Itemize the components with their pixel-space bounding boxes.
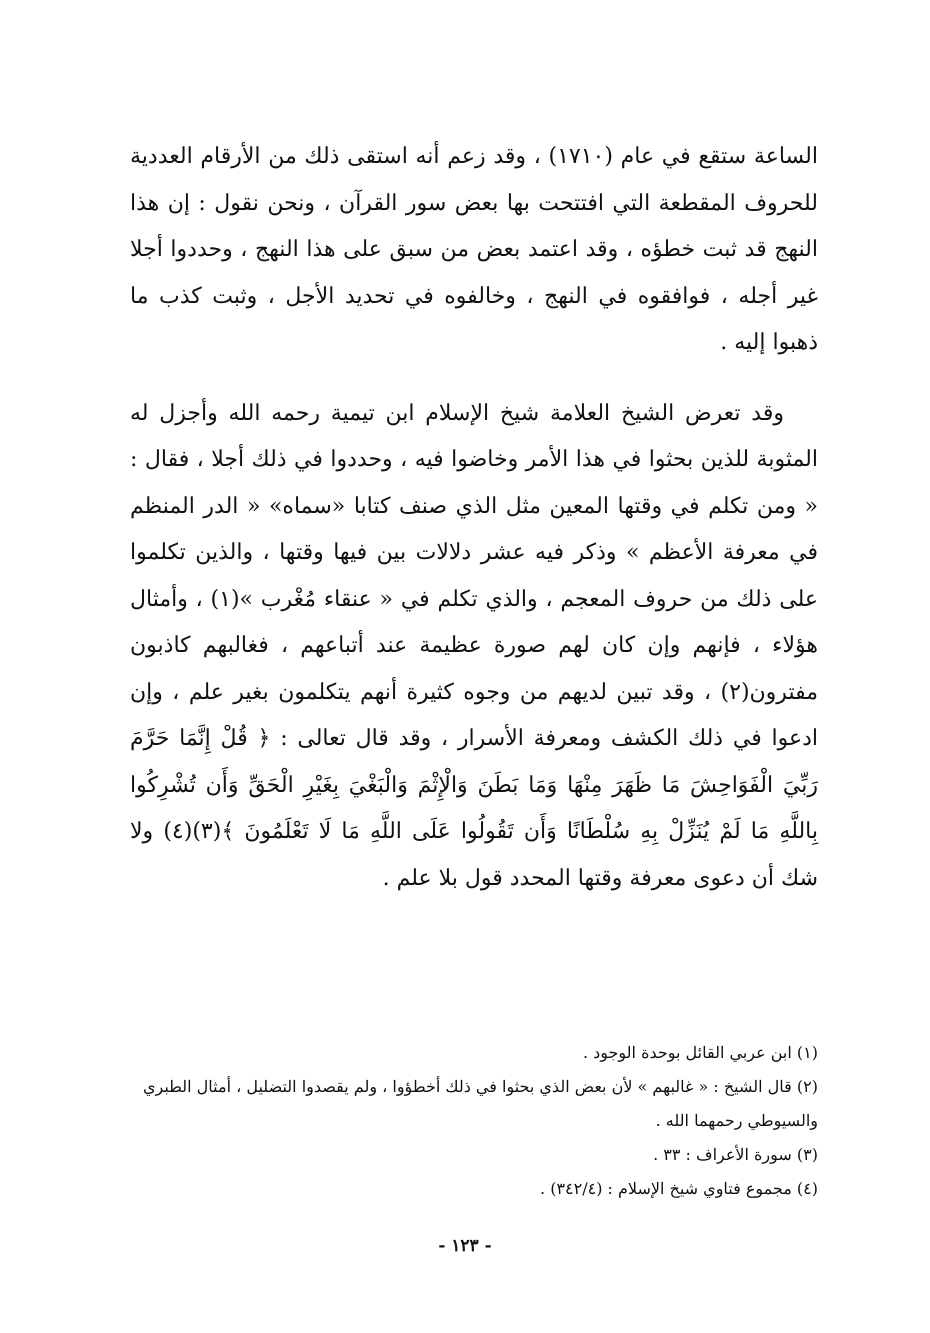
closing-sentence: ولا شك أن دعوى معرفة وقتها المحدد قول بلا علم . (130, 819, 818, 891)
main-text (130, 134, 818, 902)
paragraph-2-text: وقد تعرض الشيخ العلامة شيخ الإسلام ابن تيمية رحمه الله وأجزل له المثوبة للذين بحثوا في هذا الأمر وخاضوا فيه ، وحددوا في ذلك أجلا ، فقال : « ومن تكلم في وقتها المعين مثل الذي صنف كتابا «سماه» « الدر المنظم في معرفة الأعظم » وذكر فيه عشر دلالات بين فيها وقتها ، والذين تكلموا على ذلك من حروف المعجم ، والذي تكلم في « عنقاء مُغْرب »(١) ، وأمثال هؤلاء ، فإنهم وإن كان لهم صورة عظيمة عند أتباعهم ، فغالبهم كاذبون مفترون(٢) ، وقد تبين لديهم من وجوه كثيرة أنهم يتكلمون بغير علم ، وإن ادعوا في ذلك الكشف ومعرفة الأسرار ، وقد قال تعالى : (130, 400, 818, 751)
footnote-4: (٤) مجموع فتاوي شيخ الإسلام : (٣٤٢/٤) . (540, 1179, 818, 1198)
paragraph-1: الساعة ستقع في عام (١٧١٠) ، وقد زعم أنه استقى ذلك من الأرقام العددية للحروف المقطعة التي افتتحت بها بعض سور القرآن ، ونحن نقول : إن هذا النهج قد ثبت خطؤه ، وقد اعتمد بعض من سبق على هذا النهج ، وحددوا أجلا غير أجله ، فوافقوه في النهج ، وخالفوه في تحديد الأجل ، وثبت كذب ما ذهبوا إليه . (130, 144, 818, 355)
footnote-2: (٢) قال الشيخ : « غالبهم » لأن بعض الذي بحثوا في ذلك أخطؤوا ، ولم يقصدوا التضليل ، أمثال الطبري والسيوطي رحمهما الله . (142, 1077, 818, 1130)
quran-verse: ﴿ قُلْ إِنَّمَا حَرَّمَ رَبِّيَ الْفَوَاحِشَ مَا ظَهَرَ مِنْهَا وَمَا بَطَنَ وَالْإِثْمَ وَالْبَغْيَ بِغَيْرِ الْحَقِّ وَأَن تُشْرِكُوا بِاللَّهِ مَا لَمْ يُنَزِّلْ بِهِ سُلْطَانًا وَأَن تَقُولُوا عَلَى اللَّهِ مَا لَا تَعْلَمُونَ ﴾(٣)(٤) (130, 726, 819, 844)
paragraph-2 (130, 391, 818, 903)
footnote-1: (١) ابن عربي القائل بوحدة الوجود . (582, 1043, 818, 1062)
page-number: - ١٢٣ - (438, 1236, 492, 1256)
footnotes (130, 1036, 818, 1206)
footnote-3: (٣) سورة الأعراف : ٣٣ . (653, 1145, 818, 1164)
